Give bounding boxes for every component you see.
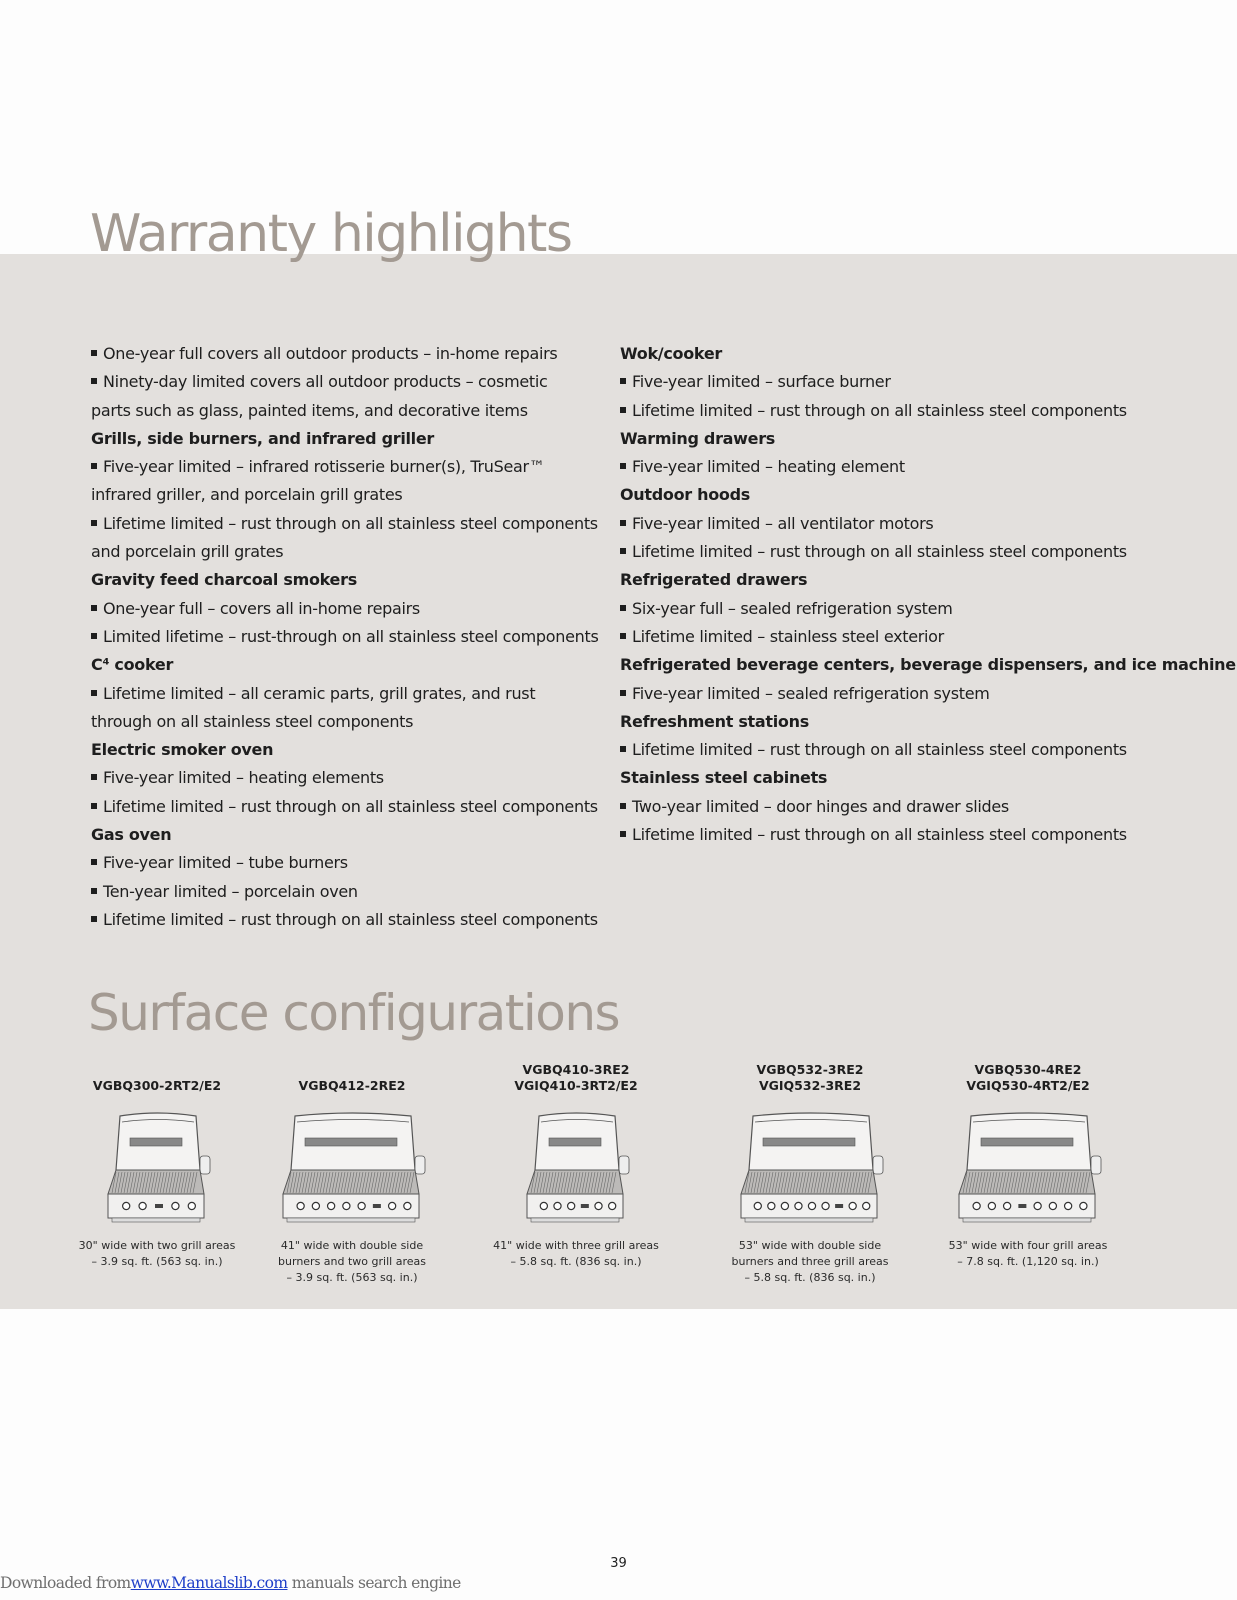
warranty-line-text: and porcelain grill grates [91,542,284,562]
warranty-line-text: Grills, side burners, and infrared griller [91,428,435,448]
bullet-square-icon [620,520,626,526]
warranty-line-text: Lifetime limited – rust through on all stainless steel components [103,513,598,533]
warranty-bullet-item [91,764,601,792]
bullet-square-icon [620,548,626,554]
warranty-line-text: Lifetime limited – rust through on all stainless steel components [632,400,1127,420]
warranty-category-heading [91,566,601,594]
warranty-bullet-item [91,453,601,481]
warranty-category-heading [620,651,1236,679]
bullet-square-icon [620,463,626,469]
warranty-bullet-item [620,821,1220,849]
warranty-bullet-item [91,595,601,623]
grill-illustration [735,1108,885,1228]
bullet-square-icon [91,888,97,894]
bullet-square-icon [91,605,97,611]
model-number: VGBQ410-3RE2 [522,1062,630,1077]
warranty-line-text: Gravity feed charcoal smokers [91,570,357,590]
warranty-line-text: Five-year limited – surface burner [632,372,891,392]
warranty-category-heading [620,764,1220,792]
caption-line: – 3.9 sq. ft. (563 sq. in.) [286,1271,418,1284]
model-number: VGBQ412-2RE2 [298,1078,406,1093]
warranty-bullet-item [91,623,601,651]
warranty-line-text: Lifetime limited – stainless steel exterior [632,626,944,646]
warranty-category-heading [91,736,601,764]
warranty-line-text: through on all stainless steel components [91,711,414,731]
bullet-square-icon [91,690,97,696]
warranty-category-heading [91,425,601,453]
caption-line: – 5.8 sq. ft. (836 sq. in.) [510,1255,642,1268]
model-caption [57,1238,257,1270]
warranty-line-text: Refrigerated beverage centers, beverage dispensers, and ice machine [620,655,1236,675]
model-caption [476,1238,676,1270]
caption-line: burners and three grill areas [731,1255,889,1268]
grill-model-card [710,1062,910,1286]
bullet-square-icon [620,605,626,611]
grill-model-card [476,1062,676,1270]
warranty-bullet-item [620,793,1220,821]
surface-title: Surface configurations [88,984,620,1042]
warranty-line-text: Stainless steel cabinets [620,768,828,788]
warranty-line-text: Lifetime limited – all ceramic parts, grill grates, and rust [103,683,536,703]
model-number: VGBQ532-3RE2 [756,1062,864,1077]
model-caption [252,1238,452,1286]
page-number: 39 [610,1556,627,1571]
warranty-category-heading [620,566,1220,594]
warranty-bullet-item [91,680,601,708]
caption-line: – 3.9 sq. ft. (563 sq. in.) [91,1255,223,1268]
warranty-line-text: Five-year limited – heating elements [103,768,384,788]
bullet-square-icon [620,831,626,837]
warranty-line-text: Refreshment stations [620,711,809,731]
warranty-bullet-item [620,510,1220,538]
warranty-line-text: Six-year full – sealed refrigeration system [632,598,953,618]
warranty-line-text: Limited lifetime – rust-through on all stainless steel components [103,626,599,646]
caption-line: – 7.8 sq. ft. (1,120 sq. in.) [957,1255,1099,1268]
warranty-bullet-item [620,397,1220,425]
bullet-square-icon [620,633,626,639]
warranty-line-text: Two-year limited – door hinges and drawer slides [632,796,1009,816]
warranty-bullet-item [91,368,601,396]
warranty-title: Warranty highlights [90,204,572,264]
warranty-line-text: Ninety-day limited covers all outdoor products – cosmetic [103,372,548,392]
warranty-text-line [91,397,601,425]
caption-line: 53" wide with four grill areas [948,1239,1108,1252]
warranty-line-text: Lifetime limited – rust through on all stainless steel components [632,825,1127,845]
model-number: VGBQ530-4RE2 [974,1062,1082,1077]
warranty-category-heading [91,651,601,679]
warranty-category-heading [91,821,601,849]
bullet-square-icon [620,378,626,384]
warranty-line-text: Refrigerated drawers [620,570,808,590]
bullet-square-icon [91,633,97,639]
warranty-line-text: Ten-year limited – porcelain oven [103,881,358,901]
warranty-line-text: Lifetime limited – rust through on all stainless steel components [103,796,598,816]
warranty-text-line [91,708,601,736]
warranty-line-text: infrared griller, and porcelain grill grates [91,485,403,505]
bullet-square-icon [620,407,626,413]
warranty-bullet-item [91,906,601,934]
warranty-bullet-item [620,595,1220,623]
caption-line: 53" wide with double side [738,1239,882,1252]
caption-line: burners and two grill areas [278,1255,426,1268]
warranty-line-text: Electric smoker oven [91,740,274,760]
warranty-category-heading [620,425,1220,453]
warranty-line-text: Gas oven [91,825,172,845]
warranty-line-text: Warming drawers [620,428,776,448]
grill-model-card [252,1062,452,1286]
warranty-line-text: Wok/cooker [620,344,722,363]
warranty-line-text: Five-year limited – heating element [632,457,905,477]
warranty-line-text: Lifetime limited – rust through on all stainless steel components [632,542,1127,562]
warranty-bullet-item [91,793,601,821]
warranty-bullet-item [620,680,1220,708]
warranty-line-text: Five-year limited – infrared rotisserie burner(s), TruSear™ [103,457,545,477]
grill-illustration [521,1108,631,1228]
manualslib-link[interactable]: www.Manualslib.com [130,1574,288,1592]
caption-line: 41" wide with three grill areas [493,1239,659,1252]
warranty-line-text: One-year full – covers all in-home repairs [103,598,420,618]
footer-suffix: manuals search engine [291,1574,461,1592]
caption-line: 41" wide with double side [280,1239,424,1252]
bullet-square-icon [620,690,626,696]
bullet-square-icon [91,859,97,865]
model-number: VGBQ300-2RT2/E2 [92,1078,222,1093]
warranty-line-text: Lifetime limited – rust through on all stainless steel components [632,740,1127,760]
bullet-square-icon [91,350,97,356]
warranty-bullet-item [620,736,1220,764]
bullet-square-icon [91,916,97,922]
bullet-square-icon [91,520,97,526]
warranty-bullet-item [620,623,1220,651]
warranty-bullet-item [91,340,601,368]
warranty-left-column [91,340,601,934]
model-number: VGIQ532-3RE2 [758,1078,862,1093]
bullet-square-icon [91,463,97,469]
model-number: VGIQ410-3RT2/E2 [514,1078,638,1093]
caption-line: – 5.8 sq. ft. (836 sq. in.) [744,1271,876,1284]
warranty-bullet-item [620,368,1220,396]
warranty-text-line [91,481,601,509]
bullet-square-icon [620,746,626,752]
grill-illustration [953,1108,1103,1228]
warranty-category-heading [620,481,1220,509]
warranty-text-line [91,538,601,566]
warranty-line-text: One-year full covers all outdoor products – in-home repairs [103,344,558,363]
warranty-line-text: Lifetime limited – rust through on all stainless steel components [103,909,598,929]
bullet-square-icon [91,774,97,780]
warranty-category-heading [620,340,1220,368]
warranty-line-text: parts such as glass, painted items, and decorative items [91,400,528,420]
grill-model-card [57,1062,257,1270]
warranty-bullet-item [91,510,601,538]
caption-line: 30" wide with two grill areas [78,1239,236,1252]
grill-illustration [102,1108,212,1228]
download-footer [0,1574,461,1592]
warranty-line-text: Five-year limited – all ventilator motors [632,513,934,533]
warranty-right-column [620,340,1236,849]
bullet-square-icon [91,378,97,384]
footer-prefix: Downloaded from [0,1574,131,1592]
warranty-category-heading [620,708,1220,736]
model-number: VGIQ530-4RT2/E2 [966,1078,1090,1093]
warranty-bullet-item [91,878,601,906]
grill-model-card [928,1062,1128,1270]
warranty-bullet-item [91,849,601,877]
warranty-line-text: C⁴ cooker [91,655,174,675]
bullet-square-icon [620,803,626,809]
model-caption [710,1238,910,1286]
warranty-line-text: Outdoor hoods [620,485,750,505]
bullet-square-icon [91,803,97,809]
warranty-line-text: Five-year limited – sealed refrigeration system [632,683,990,703]
warranty-bullet-item [620,453,1220,481]
grill-illustration [277,1108,427,1228]
warranty-bullet-item [620,538,1220,566]
warranty-line-text: Five-year limited – tube burners [103,853,348,873]
model-caption [928,1238,1128,1270]
